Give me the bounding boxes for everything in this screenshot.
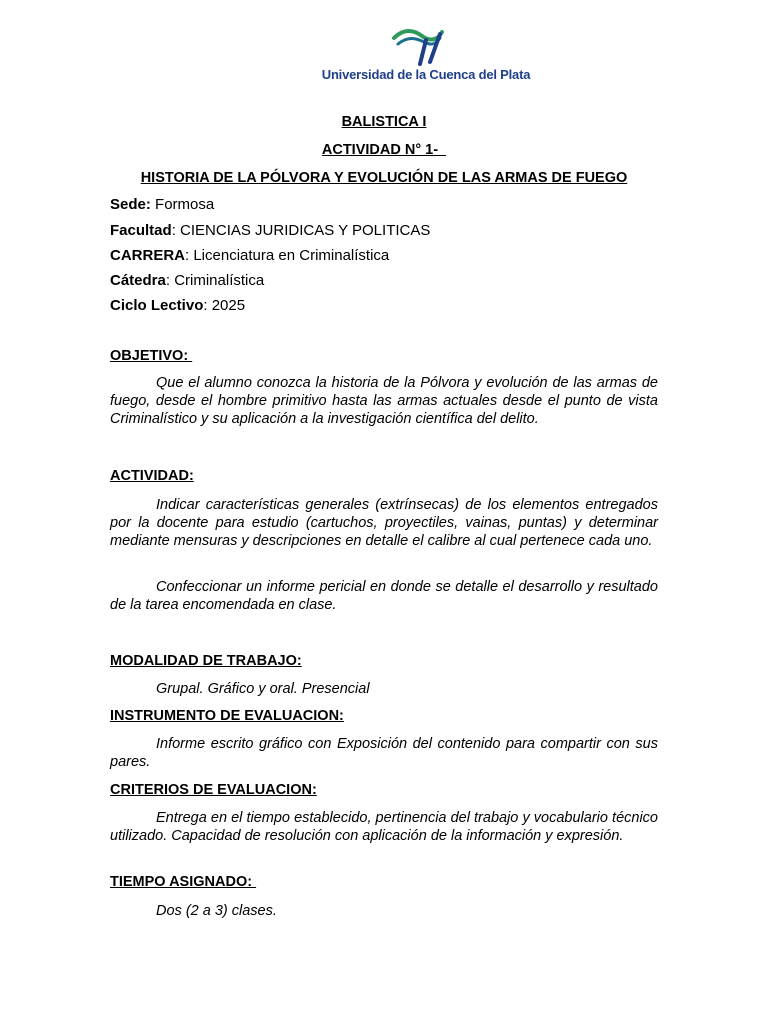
info-label: CARRERA bbox=[110, 247, 185, 264]
info-ciclo-lectivo bbox=[110, 297, 245, 314]
info-value: : Licenciatura en Criminalística bbox=[185, 247, 390, 264]
info-value: : Criminalística bbox=[165, 272, 265, 289]
instrumento-paragraph: Informe escrito gráfico con Exposición del contenido para compartir con sus pares. bbox=[110, 736, 658, 770]
actividad-paragraph-1: Indicar características generales (extrínsecas) de los elementos entregados por la docente para estudio (cartuchos, proyectiles, vainas, puntas) y determinar mediante mensuras y descripciones en detalle el calibre al cual pertenece cada uno. bbox=[110, 497, 658, 549]
info-sede bbox=[110, 196, 214, 213]
info-label: Sede: bbox=[110, 196, 151, 213]
modalidad-paragraph: Grupal. Gráfico y oral. Presencial bbox=[156, 681, 370, 697]
objetivo-heading: OBJETIVO: bbox=[110, 348, 193, 364]
university-wave-logo-icon bbox=[392, 26, 452, 66]
info-catedra bbox=[110, 272, 264, 289]
university-logo bbox=[308, 26, 544, 86]
topic-title: HISTORIA DE LA PÓLVORA Y EVOLUCIÓN DE LAS ARMAS DE FUEGO bbox=[140, 170, 628, 186]
modalidad-heading: MODALIDAD DE TRABAJO: bbox=[110, 653, 302, 669]
info-label: Cátedra bbox=[110, 272, 166, 289]
info-label: Ciclo Lectivo bbox=[110, 297, 204, 314]
info-carrera bbox=[110, 247, 389, 264]
activity-number: ACTIVIDAD N° 1- bbox=[321, 142, 447, 158]
info-facultad bbox=[110, 222, 430, 239]
info-value: : 2025 bbox=[203, 297, 246, 314]
course-title: BALISTICA I bbox=[341, 114, 427, 130]
info-value: Formosa bbox=[150, 196, 215, 213]
info-value: : CIENCIAS JURIDICAS Y POLITICAS bbox=[171, 222, 431, 239]
tiempo-heading: TIEMPO ASIGNADO: bbox=[110, 874, 257, 890]
actividad-heading: ACTIVIDAD: bbox=[110, 468, 194, 484]
objetivo-paragraph: Que el alumno conozca la historia de la Pólvora y evolución de las armas de fuego, desde el hombre primitivo hasta las armas actuales desde el punto de vista Criminalístico y su aplicación a la investigación científica del delito. bbox=[110, 375, 658, 427]
instrumento-heading: INSTRUMENTO DE EVALUACION: bbox=[110, 708, 344, 724]
info-label: Facultad bbox=[110, 222, 172, 239]
tiempo-paragraph: Dos (2 a 3) clases. bbox=[156, 903, 277, 919]
actividad-paragraph-2: Confeccionar un informe pericial en donde se detalle el desarrollo y resultado de la tarea encomendada en clase. bbox=[110, 579, 658, 613]
logo-text: Universidad de la Cuenca del Plata bbox=[321, 67, 531, 82]
criterios-heading: CRITERIOS DE EVALUACION: bbox=[110, 782, 317, 798]
criterios-paragraph: Entrega en el tiempo establecido, pertinencia del trabajo y vocabulario técnico utilizado. Capacidad de resolución con aplicación de la información y expresión. bbox=[110, 810, 658, 844]
